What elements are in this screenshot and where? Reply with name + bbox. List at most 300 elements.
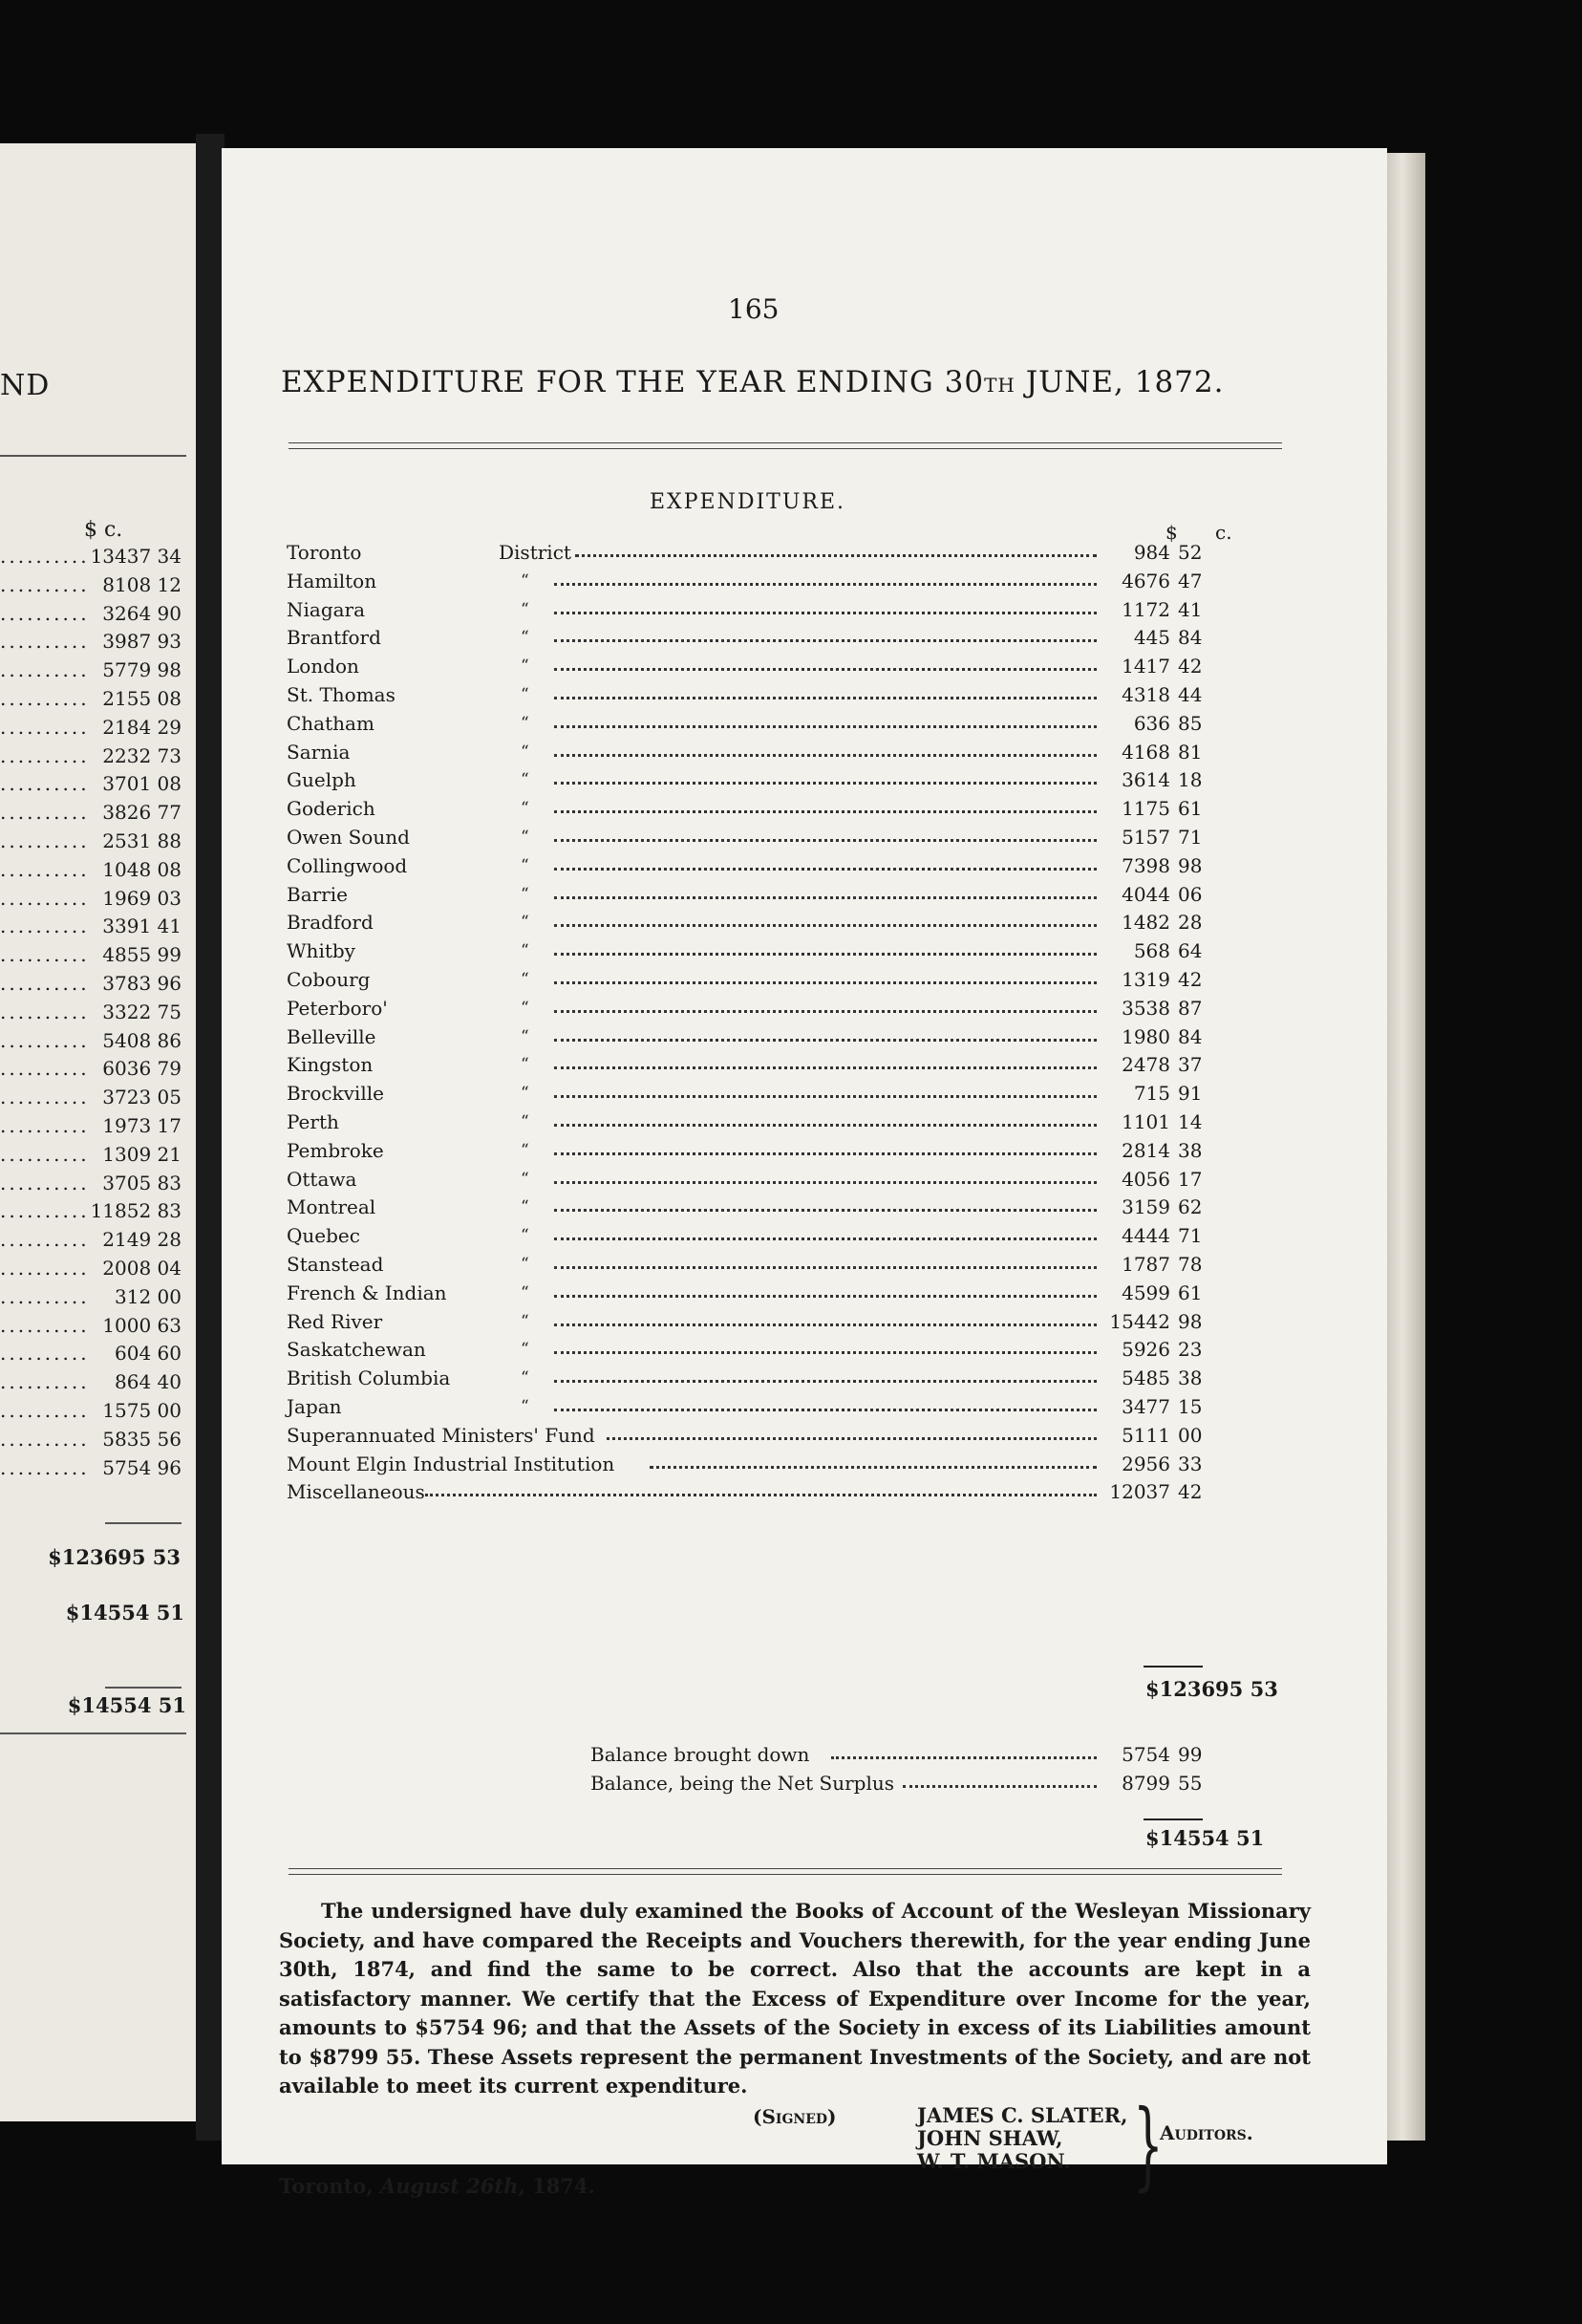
balance-dollars: 8799 [1122, 1772, 1170, 1795]
facing-page-row [0, 1086, 182, 1108]
expenditure-dollars: 3614 [1122, 768, 1170, 792]
auditor-name: JAMES C. SLATER, [917, 2103, 1128, 2127]
balance-row [287, 1740, 1318, 1769]
dot-leader [554, 981, 1097, 984]
ditto-mark: “ [521, 1112, 529, 1131]
facing-page-rule [0, 455, 186, 457]
date-place: Toronto, [279, 2174, 380, 2198]
dot-leader: .......... [0, 1028, 90, 1052]
ditto-mark: “ [521, 998, 529, 1018]
facing-page-value: 3391 41 [102, 915, 182, 938]
expenditure-dollars: 1319 [1122, 968, 1170, 991]
expenditure-name: Hamilton [287, 569, 377, 592]
balance-row [287, 1769, 1318, 1797]
facing-page-row [0, 716, 182, 739]
dot-leader [554, 1237, 1097, 1240]
expenditure-row [287, 1108, 1318, 1136]
ditto-mark: “ [521, 570, 529, 591]
expenditure-name: London [287, 655, 359, 678]
expenditure-name: Chatham [287, 711, 374, 735]
expenditure-cents: 18 [1178, 768, 1203, 792]
expenditure-dollars: 1980 [1122, 1024, 1170, 1048]
facing-page [0, 143, 196, 2121]
expenditure-dollars: 4044 [1122, 882, 1170, 906]
facing-page-value: 6036 79 [102, 1057, 182, 1081]
ditto-mark: “ [521, 941, 529, 961]
dot-leader [554, 1152, 1097, 1155]
expenditure-cents: 84 [1178, 1024, 1203, 1048]
expenditure-name: Belleville [287, 1024, 376, 1048]
expenditure-dollars: 445 [1133, 626, 1170, 650]
facing-page-value: 1973 17 [102, 1114, 182, 1137]
dot-leader: .......... [0, 772, 90, 796]
expenditure-dollars: 4444 [1122, 1224, 1170, 1248]
dot-leader [554, 1209, 1097, 1212]
expenditure-cents: 64 [1178, 939, 1203, 963]
expenditure-name: Cobourg [287, 968, 371, 991]
facing-page-row [0, 858, 182, 881]
facing-page-value: 3701 08 [102, 772, 182, 796]
expenditure-row [287, 1193, 1318, 1221]
expenditure-dollars: 1417 [1122, 655, 1170, 678]
facing-page-row [0, 658, 182, 681]
expenditure-row [287, 1165, 1318, 1194]
expenditure-name: Montreal [287, 1195, 376, 1219]
expenditure-cents: 37 [1178, 1053, 1203, 1077]
facing-page-row [0, 1029, 182, 1052]
facing-page-value: 2232 73 [102, 743, 182, 767]
dot-leader: .......... [0, 801, 90, 825]
expenditure-cents: 23 [1178, 1338, 1203, 1362]
dot-leader: .......... [0, 972, 90, 995]
expenditure-dollars: 3477 [1122, 1395, 1170, 1418]
facing-page-value: 3826 77 [102, 801, 182, 825]
expenditure-row [287, 823, 1318, 851]
expenditure-name: Bradford [287, 911, 374, 935]
dot-leader: .......... [0, 743, 90, 767]
page-title-part: EXPENDITURE FOR THE YEAR ENDING 30 [281, 365, 985, 399]
expenditure-dollars: 5926 [1122, 1338, 1170, 1362]
ditto-mark: “ [521, 1140, 529, 1160]
expenditure-name: Stanstead [287, 1253, 384, 1276]
page-edges [1387, 153, 1425, 2141]
ditto-mark: “ [521, 1282, 529, 1302]
expenditure-row [287, 1364, 1318, 1392]
facing-page-value: 4855 99 [102, 943, 182, 967]
certificate-text: The undersigned have duly examined the Books of Account of the Wesleyan Missionary Society, and have compared the Receipts and Vouchers therewith, for the year ending June 30th, 1874, and find the same to be correct. Also that the accounts are kept in a satisfactory manner. We certify that the Excess of Expenditure over Income for the year, amounts to $5754 96; and that the Assets of the Society in excess of its Liabilities amount to $8799 55. These Assets represent the permanent Investments of the Society, and are not available to meet its current expenditure. [279, 1899, 1311, 2098]
district-label: District [499, 541, 571, 564]
expenditure-dollars: 1101 [1122, 1110, 1170, 1133]
expenditure-dollars: 4676 [1122, 569, 1170, 592]
expenditure-name: Brantford [287, 626, 381, 650]
expenditure-name: Pembroke [287, 1138, 384, 1162]
dot-leader [554, 754, 1097, 757]
facing-page-value: 2149 28 [102, 1228, 182, 1252]
balance-total: $14554 51 [1145, 1826, 1265, 1850]
facing-page-value: 604 60 [115, 1342, 182, 1366]
expenditure-cents: 87 [1178, 996, 1203, 1020]
expenditure-cents: 44 [1178, 683, 1203, 706]
expenditure-dollars: 2814 [1122, 1138, 1170, 1162]
expenditure-cents: 81 [1178, 740, 1203, 764]
dot-leader: .......... [0, 1370, 90, 1394]
auditors-label: Auditors. [1160, 2121, 1253, 2144]
facing-page-value: 3987 93 [102, 630, 182, 654]
dot-leader: .......... [0, 1142, 90, 1166]
dot-leader: .......... [0, 1399, 90, 1422]
facing-page-row [0, 972, 182, 995]
dot-leader: .......... [0, 658, 90, 682]
dot-leader: .......... [0, 1427, 90, 1451]
facing-page-row [0, 772, 182, 795]
dot-leader [554, 839, 1097, 842]
expenditure-dollars: 5485 [1122, 1366, 1170, 1390]
expenditure-dollars: 984 [1133, 541, 1170, 564]
dot-leader: .......... [0, 1257, 90, 1280]
dot-leader [575, 554, 1097, 557]
expenditure-cents: 38 [1178, 1138, 1203, 1162]
facing-page-row [0, 1285, 182, 1308]
ditto-mark: “ [521, 884, 529, 904]
expenditure-row [287, 908, 1318, 936]
expenditure-name: Niagara [287, 597, 366, 621]
expenditure-cents: 85 [1178, 711, 1203, 735]
dot-leader [650, 1466, 1097, 1469]
ditto-mark: “ [521, 1255, 529, 1274]
expenditure-row [287, 851, 1318, 880]
expenditure-cents: 52 [1178, 541, 1203, 564]
expenditure-name: Barrie [287, 882, 348, 906]
expenditure-name: French & Indian [287, 1280, 447, 1304]
expenditure-name: Superannuated Ministers' Fund [287, 1423, 595, 1447]
expenditure-row [287, 994, 1318, 1022]
facing-page-value: 312 00 [115, 1284, 182, 1308]
facing-page-row [0, 829, 182, 852]
facing-page-value: 2008 04 [102, 1257, 182, 1280]
balance-label: Balance, being the Net Surplus [590, 1772, 894, 1795]
dot-leader [554, 953, 1097, 956]
auditor-name: JOHN SHAW, [917, 2126, 1063, 2150]
facing-page-value: 1000 63 [102, 1313, 182, 1337]
ditto-mark: “ [521, 799, 529, 819]
expenditure-name: Miscellaneous [287, 1480, 425, 1504]
ditto-mark: “ [521, 628, 529, 648]
dot-leader: .......... [0, 545, 90, 568]
ditto-mark: “ [521, 1169, 529, 1189]
dot-leader [554, 1351, 1097, 1354]
facing-page-row [0, 1057, 182, 1080]
expenditure-dollars: 636 [1133, 711, 1170, 735]
facing-page-value: 5835 56 [102, 1427, 182, 1451]
facing-page-row [0, 545, 182, 568]
expenditure-name: Sarnia [287, 740, 351, 764]
ditto-mark: “ [521, 685, 529, 704]
dot-leader: .......... [0, 1228, 90, 1252]
dot-leader: .......... [0, 1199, 90, 1223]
ditto-mark: “ [521, 1311, 529, 1331]
expenditure-row [287, 1079, 1318, 1108]
expenditure-name: Kingston [287, 1053, 374, 1077]
expenditure-row [287, 595, 1318, 624]
expenditure-dollars: 5111 [1122, 1423, 1170, 1447]
expenditure-cents: 98 [1178, 853, 1203, 877]
expenditure-name: Collingwood [287, 853, 408, 877]
expenditure-row [287, 965, 1318, 994]
dot-leader [554, 612, 1097, 614]
facing-page-value: 1309 21 [102, 1142, 182, 1166]
expenditure-cents: 61 [1178, 1280, 1203, 1304]
expenditure-cents: 42 [1178, 1480, 1203, 1504]
expenditure-name: Saskatchewan [287, 1338, 426, 1362]
expenditure-dollars: 4599 [1122, 1280, 1170, 1304]
expenditure-row [287, 567, 1318, 595]
expenditure-name: Whitby [287, 939, 355, 963]
ditto-mark: “ [521, 828, 529, 847]
facing-page-total: $123695 53 [48, 1545, 181, 1569]
dot-leader [903, 1785, 1097, 1788]
expenditure-name: Guelph [287, 768, 356, 792]
expenditure-row [287, 1335, 1318, 1364]
expenditure-cents: 00 [1178, 1423, 1203, 1447]
page-title [281, 365, 1224, 399]
expenditure-row [287, 1477, 1318, 1506]
section-heading: EXPENDITURE. [650, 490, 845, 514]
facing-page-row [0, 1456, 182, 1479]
expenditure-cents: 98 [1178, 1309, 1203, 1333]
expenditure-cents: 17 [1178, 1167, 1203, 1191]
facing-page-value: 1575 00 [102, 1399, 182, 1422]
expenditure-name: Japan [287, 1395, 342, 1418]
dot-leader [554, 1095, 1097, 1098]
signed-label: (Signed) [753, 2105, 837, 2128]
total-rule [1144, 1666, 1203, 1668]
cents-column-head: c. [1215, 521, 1232, 544]
page-number: 165 [728, 293, 780, 325]
expenditure-row [287, 1136, 1318, 1165]
dot-leader [554, 1295, 1097, 1298]
expenditure-row [287, 1307, 1318, 1336]
expenditure-row [287, 709, 1318, 738]
brace-glyph: } [1133, 2089, 1164, 2201]
dot-leader [554, 868, 1097, 871]
facing-page-value: 3783 96 [102, 972, 182, 995]
ditto-mark: “ [521, 1026, 529, 1046]
dot-leader [554, 697, 1097, 699]
facing-page-value: 5408 86 [102, 1028, 182, 1052]
ditto-mark: “ [521, 713, 529, 733]
facing-page-row [0, 1143, 182, 1166]
dot-leader: .......... [0, 915, 90, 938]
facing-page-grand-total: $14554 51 [67, 1693, 186, 1717]
expenditure-row [287, 1421, 1318, 1450]
ditto-mark: “ [521, 1055, 529, 1075]
expenditure-name: Brockville [287, 1082, 384, 1106]
expenditure-cents: 61 [1178, 797, 1203, 821]
dot-leader: .......... [0, 1057, 90, 1081]
page-title-part: JUNE, 1872. [1015, 365, 1225, 399]
ditto-mark: “ [521, 913, 529, 933]
expenditure-name: Red River [287, 1309, 383, 1333]
expenditure-row [287, 538, 1318, 567]
expenditure-dollars: 2478 [1122, 1053, 1170, 1077]
dot-leader [554, 583, 1097, 586]
expenditure-name: Peterboro' [287, 996, 388, 1020]
expenditure-name: St. Thomas [287, 683, 396, 706]
expenditure-cents: 42 [1178, 968, 1203, 991]
dot-leader: .......... [0, 1086, 90, 1109]
dot-leader [607, 1437, 1097, 1440]
facing-page-value: 1969 03 [102, 886, 182, 910]
facing-page-total-rule [105, 1687, 182, 1689]
expenditure-row [287, 1392, 1318, 1421]
expenditure-cents: 71 [1178, 826, 1203, 849]
ditto-mark: “ [521, 1340, 529, 1360]
dot-leader: .......... [0, 886, 90, 910]
ditto-mark: “ [521, 1084, 529, 1104]
facing-page-value: 2155 08 [102, 687, 182, 710]
facing-page-row [0, 1399, 182, 1422]
dot-leader: .......... [0, 1313, 90, 1337]
total-rule [1144, 1818, 1203, 1820]
facing-page-row [0, 887, 182, 910]
facing-page-row [0, 744, 182, 767]
facing-page-value: 3723 05 [102, 1086, 182, 1109]
expenditure-dollars: 5157 [1122, 826, 1170, 849]
facing-page-row [0, 687, 182, 710]
balance-cents: 99 [1178, 1743, 1203, 1766]
facing-page-row [0, 1199, 182, 1222]
facing-page-value: 13437 34 [90, 545, 182, 568]
expenditure-dollars: 1787 [1122, 1253, 1170, 1276]
expenditure-dollars: 715 [1133, 1082, 1170, 1106]
expenditure-row [287, 680, 1318, 709]
facing-page-value: 5779 98 [102, 658, 182, 682]
dot-leader: .......... [0, 1342, 90, 1366]
dot-leader [554, 1181, 1097, 1184]
ditto-mark: “ [521, 1226, 529, 1246]
expenditure-dollars: 1175 [1122, 797, 1170, 821]
dot-leader [554, 1380, 1097, 1383]
dot-leader [554, 1266, 1097, 1269]
facing-page-rule [0, 1732, 186, 1734]
double-rule [289, 1868, 1282, 1875]
dot-leader: .......... [0, 1171, 90, 1194]
ditto-mark: “ [521, 1368, 529, 1388]
expenditure-row [287, 1279, 1318, 1307]
ditto-mark: “ [521, 1197, 529, 1217]
expenditure-dollars: 4056 [1122, 1167, 1170, 1191]
expenditure-cents: 71 [1178, 1224, 1203, 1248]
facing-page-row [0, 1342, 182, 1365]
expenditure-cents: 14 [1178, 1110, 1203, 1133]
date-line [279, 2174, 595, 2198]
expenditure-total: $123695 53 [1145, 1677, 1278, 1701]
dot-leader [554, 725, 1097, 728]
date-year: , 1874. [518, 2174, 595, 2198]
expenditure-dollars: 12037 [1109, 1480, 1170, 1504]
facing-page-row [0, 1114, 182, 1137]
expenditure-row [287, 1450, 1318, 1478]
expenditure-cents: 15 [1178, 1395, 1203, 1418]
dot-leader: .......... [0, 829, 90, 852]
facing-page-currency-head: $ c. [84, 518, 123, 542]
dollars-column-head: $ [1165, 521, 1178, 544]
facing-page-row [0, 1370, 182, 1393]
expenditure-cents: 41 [1178, 597, 1203, 621]
dot-leader: .......... [0, 1284, 90, 1308]
facing-page-value: 5754 96 [102, 1455, 182, 1479]
dot-leader: .......... [0, 1000, 90, 1023]
expenditure-cents: 47 [1178, 569, 1203, 592]
expenditure-dollars: 4168 [1122, 740, 1170, 764]
facing-page-value: 864 40 [115, 1370, 182, 1394]
facing-page-row [0, 943, 182, 966]
expenditure-dollars: 1482 [1122, 911, 1170, 935]
auditors-certificate [279, 1897, 1311, 2101]
facing-page-row [0, 1228, 182, 1251]
expenditure-name: British Columbia [287, 1366, 451, 1390]
expenditure-name: Ottawa [287, 1167, 357, 1191]
facing-page-value: 11852 83 [90, 1199, 182, 1223]
dot-leader [831, 1756, 1097, 1759]
dot-leader: .......... [0, 572, 90, 596]
facing-page-value: 2184 29 [102, 715, 182, 739]
expenditure-dollars: 4318 [1122, 683, 1170, 706]
expenditure-row [287, 1050, 1318, 1079]
facing-page-row [0, 1428, 182, 1451]
expenditure-cents: 78 [1178, 1253, 1203, 1276]
dot-leader [554, 1039, 1097, 1042]
expenditure-cents: 42 [1178, 655, 1203, 678]
expenditure-cents: 33 [1178, 1452, 1203, 1475]
facing-page-row [0, 801, 182, 824]
facing-page-row [0, 1001, 182, 1023]
expenditure-dollars: 3159 [1122, 1195, 1170, 1219]
dot-leader [425, 1494, 1097, 1496]
dot-leader [554, 1124, 1097, 1127]
balance-label: Balance brought down [590, 1743, 810, 1766]
facing-page-balance: $14554 51 [65, 1601, 184, 1625]
ditto-mark: “ [521, 599, 529, 619]
expenditure-row [287, 794, 1318, 823]
dot-leader: .......... [0, 943, 90, 967]
expenditure-dollars: 3538 [1122, 996, 1170, 1020]
dot-leader [554, 668, 1097, 671]
expenditure-name: Owen Sound [287, 826, 410, 849]
ditto-mark: “ [521, 970, 529, 989]
expenditure-row [287, 652, 1318, 680]
dot-leader [554, 639, 1097, 642]
expenditure-name: Mount Elgin Industrial Institution [287, 1452, 615, 1475]
expenditure-cents: 38 [1178, 1366, 1203, 1390]
dot-leader: .......... [0, 630, 90, 654]
expenditure-row [287, 738, 1318, 766]
facing-page-row [0, 630, 182, 653]
facing-page-row [0, 1172, 182, 1194]
dot-leader: .......... [0, 857, 90, 881]
facing-page-value: 3322 75 [102, 1000, 182, 1023]
expenditure-name: Quebec [287, 1224, 360, 1248]
book-gutter [196, 134, 224, 2141]
expenditure-dollars: 2956 [1122, 1452, 1170, 1475]
expenditure-cents: 28 [1178, 911, 1203, 935]
expenditure-row [287, 1250, 1318, 1279]
expenditure-row [287, 936, 1318, 965]
dot-leader: .......... [0, 687, 90, 710]
dot-leader: .......... [0, 1114, 90, 1137]
dot-leader: .......... [0, 715, 90, 739]
dot-leader: .......... [0, 1455, 90, 1479]
